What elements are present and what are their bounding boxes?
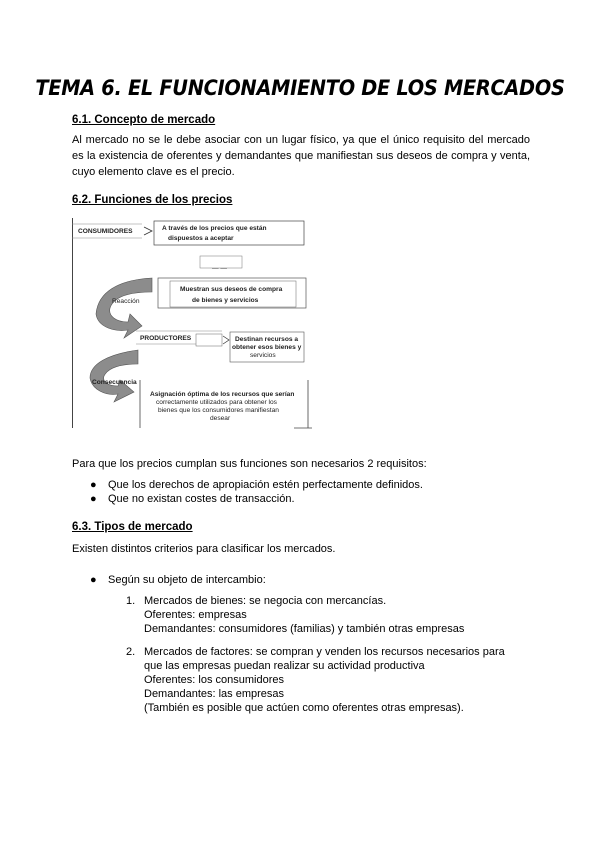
bottom-line4: desear xyxy=(210,415,231,422)
curved-arrow-icon xyxy=(90,350,138,402)
bottom-line2: correctamente utilizados para obtener los xyxy=(156,399,277,406)
arrow-right-icon xyxy=(144,227,152,235)
section-heading-concepto: 6.1. Concepto de mercado xyxy=(72,114,216,126)
box-recursos-line1: Destinan recursos a xyxy=(235,336,299,343)
tipos-intro: Existen distintos criterios para clasificar los mercados. xyxy=(72,543,336,555)
bullet-icon: ● xyxy=(90,574,97,586)
box-deseos-line1: Muestran sus deseos de compra xyxy=(180,286,283,293)
bottom-line3: bienes que los consumidores manifiestan xyxy=(158,407,279,414)
box-recursos-line2: obtener esos bienes y xyxy=(232,344,302,351)
consumidores-label: CONSUMIDORES xyxy=(78,228,133,235)
section-heading-funciones: 6.2. Funciones de los precios xyxy=(72,194,233,206)
item-number: 2. xyxy=(126,646,136,658)
bullet-icon: ● xyxy=(90,479,97,491)
bullet-icon: ● xyxy=(90,493,97,505)
productores-label: PRODUCTORES xyxy=(140,335,192,342)
box-deseos-line2: de bienes y servicios xyxy=(192,297,259,304)
item1-line3: Demandantes: consumidores (familias) y también otras empresas xyxy=(144,623,465,635)
item2-line1: Mercados de factores: se compran y venden los recursos necesarios para xyxy=(144,646,505,658)
item2-line1b: que las empresas puedan realizar su actividad productiva xyxy=(144,660,425,672)
productores-small-box xyxy=(196,334,222,346)
item1-line2: Oferentes: empresas xyxy=(144,609,247,621)
item2-line2: Oferentes: los consumidores xyxy=(144,674,285,686)
item2-line4: (También es posible que actúen como oferentes otras empresas). xyxy=(144,702,464,714)
bottom-line1: Asignación óptima de los recursos que serían xyxy=(150,391,295,398)
box-precios-line1: A través de los precios que están xyxy=(162,225,267,232)
criterion-label: Según su objeto de intercambio: xyxy=(108,574,266,586)
arrow-right-icon xyxy=(223,336,229,344)
requirement-item: Que los derechos de apropiación estén perfectamente definidos. xyxy=(108,479,423,491)
small-dash-label: — — xyxy=(212,265,228,272)
section-heading-tipos: 6.3. Tipos de mercado xyxy=(72,521,193,533)
item1-line1: Mercados de bienes: se negocia con mercancías. xyxy=(144,595,387,607)
reaccion-label: Reacción xyxy=(112,298,140,305)
section-paragraph-concepto: Al mercado no se le debe asociar con un lugar físico, ya que el único requisito del mercado es la existencia de oferentes y demandantes que manifiestan sus deseos de compra y venta, cuyo elemento clave es el precio. xyxy=(72,134,530,178)
consecuencia-label: Consecuencia xyxy=(92,379,137,386)
price-functions-diagram xyxy=(72,214,322,434)
requirement-item: Que no existan costes de transacción. xyxy=(108,493,295,505)
item-number: 1. xyxy=(126,595,136,607)
item2-line3: Demandantes: las empresas xyxy=(144,688,285,700)
document-title: TEMA 6. EL FUNCIONAMIENTO DE LOS MERCADOS xyxy=(35,76,565,100)
box-recursos-line3: servicios xyxy=(250,352,276,359)
box-precios-line2: dispuestos a aceptar xyxy=(168,235,234,242)
curved-arrow-icon xyxy=(96,278,152,338)
requirements-intro: Para que los precios cumplan sus funciones son necesarios 2 requisitos: xyxy=(72,458,427,470)
